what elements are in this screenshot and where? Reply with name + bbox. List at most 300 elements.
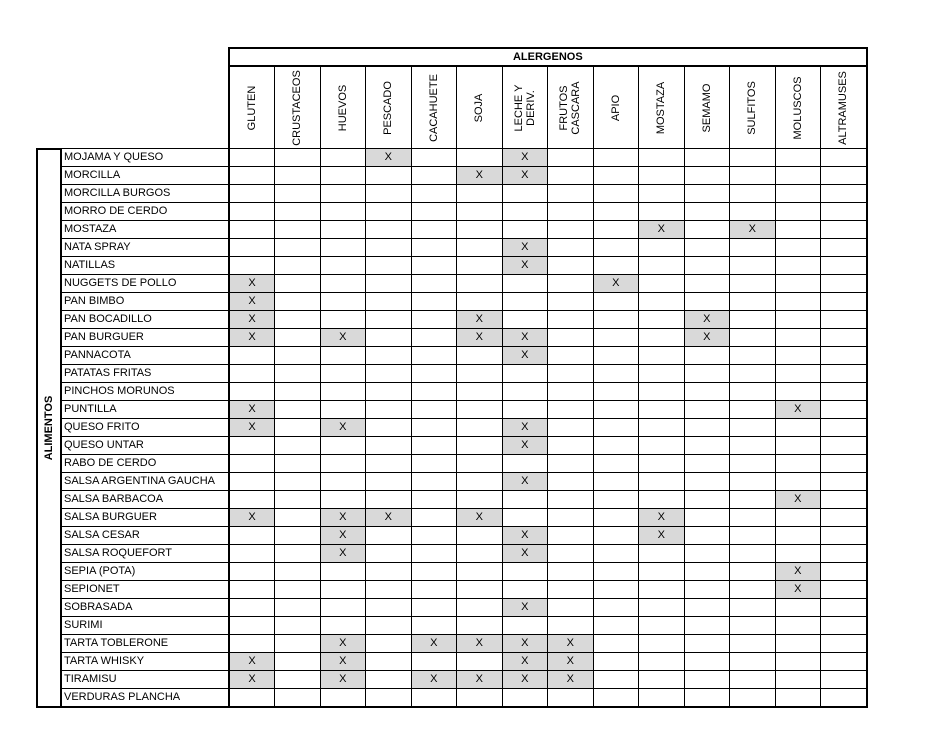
food-row [37,581,867,599]
allergen-cell [684,167,730,185]
allergen-cell [411,491,457,509]
allergen-mark: X [502,437,548,455]
allergen-cell [684,419,730,437]
allergen-mark: X [502,653,548,671]
allergen-mark: X [320,419,366,437]
allergen-label: FRUTOS CASCARA [558,80,583,135]
allergen-cell [593,401,639,419]
allergen-cell [229,185,275,203]
allergen-cell [821,239,867,257]
allergen-mark: X [229,419,275,437]
allergen-cell [411,419,457,437]
allergen-cell [821,617,867,635]
allergen-cell [457,527,503,545]
allergen-cell [639,185,685,203]
allergen-cell [775,635,821,653]
allergen-cell [639,653,685,671]
food-row [37,257,867,275]
allergen-cell [593,653,639,671]
allergen-cell [639,473,685,491]
allergen-cell [684,149,730,167]
allergen-cell [366,689,412,708]
allergen-cell [730,257,776,275]
allergen-cell [366,185,412,203]
food-row [37,455,867,473]
food-name: MORCILLA BURGOS [61,185,229,203]
allergen-label: GLUTEN [246,85,258,130]
allergen-cell [684,455,730,473]
allergen-cell [684,257,730,275]
allergen-cell [366,257,412,275]
allergen-cell [593,383,639,401]
allergen-cell [821,383,867,401]
allergen-cell [775,203,821,221]
food-name: QUESO FRITO [61,419,229,437]
allergen-cell [775,509,821,527]
allergen-cell [457,563,503,581]
allergen-cell [821,203,867,221]
allergen-cell [593,257,639,275]
allergen-cell [639,347,685,365]
allergen-cell [411,527,457,545]
allergen-cell [411,239,457,257]
allergen-header [502,66,548,149]
allergen-mark: X [366,509,412,527]
allergen-cell [639,455,685,473]
allergen-cell [275,455,321,473]
allergen-cell [684,509,730,527]
allergen-header [639,66,685,149]
allergen-cell [639,599,685,617]
allergen-cell [502,491,548,509]
allergen-header [411,66,457,149]
allergen-cell [548,221,594,239]
allergen-header [366,66,412,149]
allergen-cell [593,419,639,437]
allergen-cell [775,365,821,383]
allergen-cell [320,239,366,257]
allergen-cell [775,185,821,203]
allergen-cell [320,491,366,509]
allergen-cell [775,149,821,167]
allergen-cell [366,599,412,617]
food-row [37,617,867,635]
allergen-cell [684,383,730,401]
allergen-cell [593,185,639,203]
food-row [37,419,867,437]
allergen-cell [821,653,867,671]
allergen-cell [411,383,457,401]
food-name: MOSTAZA [61,221,229,239]
allergen-cell [548,347,594,365]
allergen-cell [275,473,321,491]
allergen-cell [730,599,776,617]
allergen-cell [320,167,366,185]
allergen-cell [411,563,457,581]
allergen-cell [457,365,503,383]
allergen-cell [229,491,275,509]
allergen-cell [320,293,366,311]
allergen-cell [229,347,275,365]
food-row [37,149,867,167]
allergen-cell [229,257,275,275]
allergen-mark: X [502,239,548,257]
allergen-cell [548,473,594,491]
allergen-cell [821,671,867,689]
food-name: MOJAMA Y QUESO [61,149,229,167]
allergen-cell [548,149,594,167]
allergen-cell [457,419,503,437]
food-name: TARTA TOBLERONE [61,635,229,653]
allergen-label: SULFITOS [746,80,759,135]
allergen-cell [639,671,685,689]
allergen-cell [275,239,321,257]
food-name: SOBRASADA [61,599,229,617]
allergen-cell [457,473,503,491]
allergen-cell [229,365,275,383]
allergen-cell [411,185,457,203]
allergen-cell [593,563,639,581]
allergen-cell [548,257,594,275]
allergen-cell [502,581,548,599]
allergen-cell [457,617,503,635]
allergen-cell [229,545,275,563]
allergen-cell [275,671,321,689]
allergen-cell [548,581,594,599]
food-name: SEPIONET [61,581,229,599]
allergen-cell [639,167,685,185]
allergen-cell [275,293,321,311]
allergen-cell [775,527,821,545]
allergen-cell [548,383,594,401]
allergen-mark: X [366,149,412,167]
allergen-cell [730,275,776,293]
allergen-cell [775,167,821,185]
allergen-cell [457,185,503,203]
allergen-cell [457,491,503,509]
allergen-cell [548,185,594,203]
allergen-cell [275,563,321,581]
allergen-cell [639,257,685,275]
food-name: PAN BOCADILLO [61,311,229,329]
allergen-cell [229,689,275,708]
allergen-cell [457,545,503,563]
food-row [37,545,867,563]
allergen-header [821,66,867,149]
allergen-cell [411,149,457,167]
allergen-cell [320,347,366,365]
allergen-cell [548,689,594,708]
allergen-cell [730,635,776,653]
allergen-cell [366,239,412,257]
allergen-mark: X [320,329,366,347]
food-row [37,329,867,347]
allergen-mark: X [457,329,503,347]
allergen-mark: X [320,653,366,671]
allergen-cell [275,617,321,635]
allergen-cell [275,599,321,617]
allergen-cell [639,239,685,257]
allergen-cell [684,365,730,383]
allergen-cell [229,617,275,635]
allergen-cell [457,239,503,257]
allergen-cell [593,203,639,221]
food-row [37,221,867,239]
allergen-mark: X [502,167,548,185]
allergen-cell [684,689,730,708]
allergen-cell [730,455,776,473]
allergen-cell [320,221,366,239]
food-name: SALSA CESAR [61,527,229,545]
allergen-cell [821,527,867,545]
allergen-cell [411,545,457,563]
allergen-cell [548,455,594,473]
allergen-cell [593,311,639,329]
allergen-mark: X [457,311,503,329]
allergen-cell [411,365,457,383]
allergen-cell [320,257,366,275]
allergen-cell [366,653,412,671]
allergen-cell [593,617,639,635]
allergen-cell [275,365,321,383]
allergen-cell [730,617,776,635]
allergen-cell [821,275,867,293]
food-row [37,203,867,221]
allergen-mark: X [502,329,548,347]
allergen-cell [457,401,503,419]
allergen-cell [593,239,639,257]
food-row [37,437,867,455]
allergen-cell [457,347,503,365]
allergen-label: PESCADO [382,80,395,135]
allergen-cell [821,473,867,491]
allergen-mark: X [229,293,275,311]
allergen-cell [775,419,821,437]
allergen-cell [593,545,639,563]
allergen-cell [502,221,548,239]
allergen-cell [275,185,321,203]
food-name: SALSA BARBACOA [61,491,229,509]
allergen-cell [229,203,275,221]
allergen-cell [821,509,867,527]
food-row [37,635,867,653]
allergen-mark: X [320,671,366,689]
allergen-cell [684,527,730,545]
food-row [37,599,867,617]
allergen-cell [229,563,275,581]
allergen-cell [548,419,594,437]
allergen-cell [366,563,412,581]
allergen-cell [821,365,867,383]
food-row [37,185,867,203]
allergen-cell [821,401,867,419]
allergen-cell [730,149,776,167]
allergen-cell [411,455,457,473]
allergen-cell [320,599,366,617]
allergen-cell [457,653,503,671]
allergen-mark: X [502,635,548,653]
allergen-cell [502,563,548,581]
allergen-header [730,66,776,149]
food-row [37,239,867,257]
allergen-cell [366,347,412,365]
allergen-mark: X [502,473,548,491]
allergen-label: CRUSTACEOS [291,69,304,146]
allergen-table [36,47,868,708]
food-name: NATILLAS [61,257,229,275]
allergen-cell [457,581,503,599]
food-row [37,563,867,581]
allergen-cell [593,293,639,311]
allergen-cell [730,167,776,185]
allergen-mark: X [320,527,366,545]
food-row [37,491,867,509]
allergen-cell [502,275,548,293]
allergen-cell [548,275,594,293]
allergen-cell [639,311,685,329]
allergen-mark: X [502,599,548,617]
allergen-cell [502,689,548,708]
food-row [37,671,867,689]
allergen-cell [411,167,457,185]
allergen-cell [775,239,821,257]
allergen-cell [457,275,503,293]
food-row [37,275,867,293]
allergen-cell [320,689,366,708]
allergen-cell [548,239,594,257]
allergen-cell [684,563,730,581]
allergen-cell [548,365,594,383]
allergen-cell [275,527,321,545]
allergen-header [229,66,275,149]
allergen-cell [502,509,548,527]
allergen-cell [775,311,821,329]
allergen-cell [684,473,730,491]
allergen-cell [593,473,639,491]
allergen-cell [366,329,412,347]
allergen-cell [366,221,412,239]
allergen-cell [502,293,548,311]
allergen-cell [411,203,457,221]
allergen-cell [548,599,594,617]
allergen-cell [775,473,821,491]
allergen-cell [457,689,503,708]
allergen-cell [593,689,639,708]
allergen-cell [411,689,457,708]
allergen-mark: X [457,671,503,689]
allergen-cell [275,401,321,419]
allergen-cell [366,275,412,293]
allergen-cell [821,311,867,329]
allergen-cell [684,185,730,203]
allergen-cell [275,689,321,708]
allergen-cell [639,635,685,653]
allergen-cell [366,203,412,221]
food-name: NATA SPRAY [61,239,229,257]
allergen-cell [639,293,685,311]
allergen-cell [684,275,730,293]
food-row [37,347,867,365]
allergen-cell [229,239,275,257]
allergen-cell [821,293,867,311]
allergen-cell [821,347,867,365]
allergen-cell [639,401,685,419]
allergen-cell [411,275,457,293]
allergen-cell [411,347,457,365]
corner-blank [37,66,229,149]
food-row [37,653,867,671]
food-name: SALSA BURGUER [61,509,229,527]
allergen-cell [639,365,685,383]
allergen-cell [275,257,321,275]
allergen-cell [457,149,503,167]
allergen-cell [411,401,457,419]
allergen-cell [502,203,548,221]
allergen-cell [502,401,548,419]
food-row [37,401,867,419]
allergen-cell [821,599,867,617]
allergen-cell [593,599,639,617]
allergen-cell [639,419,685,437]
allergen-cell [275,437,321,455]
allergen-cell [275,311,321,329]
foods-side-label-cell [37,149,61,708]
allergen-cell [275,149,321,167]
allergen-cell [548,167,594,185]
allergen-cell [593,365,639,383]
allergen-cell [684,221,730,239]
allergen-cell [639,275,685,293]
allergen-cell [548,203,594,221]
food-name: QUESO UNTAR [61,437,229,455]
allergen-cell [775,221,821,239]
allergen-cell [775,617,821,635]
allergen-label: APIO [609,94,622,121]
allergen-cell [320,581,366,599]
allergen-cell [229,527,275,545]
allergen-cell [366,401,412,419]
allergen-cell [275,653,321,671]
allergen-cell [366,491,412,509]
allergen-mark: X [548,635,594,653]
allergen-cell [229,149,275,167]
allergen-label: SEMAMO [700,83,713,132]
allergen-cell [320,185,366,203]
food-name: PATATAS FRITAS [61,365,229,383]
allergen-mark: X [548,653,594,671]
allergen-mark: X [775,401,821,419]
allergen-cell [775,689,821,708]
allergen-cell [275,581,321,599]
allergen-cell [320,365,366,383]
food-name: SALSA ARGENTINA GAUCHA [61,473,229,491]
allergen-cell [639,383,685,401]
allergen-header [275,66,321,149]
allergen-cell [821,581,867,599]
allergen-mark: X [684,329,730,347]
allergen-cell [320,455,366,473]
allergen-cell [366,473,412,491]
allergen-cell [821,149,867,167]
allergen-cell [730,491,776,509]
allergen-cell [730,293,776,311]
food-name: PANNACOTA [61,347,229,365]
allergen-label: MOSTAZA [655,81,668,134]
allergen-mark: X [502,257,548,275]
allergen-cell [775,455,821,473]
allergen-cell [684,581,730,599]
allergen-mark: X [229,329,275,347]
